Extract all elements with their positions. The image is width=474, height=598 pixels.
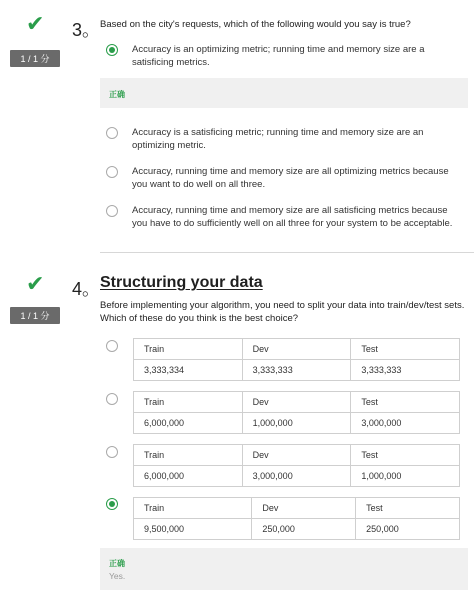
split-table-q4-3 (133, 444, 460, 487)
question-number-q4: 4。 (72, 279, 101, 299)
question-number-q3: 3。 (72, 20, 101, 40)
radio-q3-option-1[interactable] (106, 44, 118, 56)
value-train: 3,333,334 (134, 360, 243, 381)
value-train: 6,000,000 (134, 466, 243, 487)
header-train: Train (134, 498, 252, 519)
feedback-text-q4: Yes. (109, 571, 126, 581)
value-train: 6,000,000 (134, 413, 243, 434)
header-train: Train (134, 392, 243, 413)
feedback-label-q3: 正确 (109, 90, 125, 99)
question-divider (100, 252, 474, 253)
value-test: 3,000,000 (351, 413, 460, 434)
radio-q3-option-3[interactable] (106, 166, 118, 178)
split-table-q4-1 (133, 338, 460, 381)
value-train: 9,500,000 (134, 519, 252, 540)
split-table-q4-2 (133, 391, 460, 434)
score-badge-q4: 1 / 1 分 (10, 307, 60, 324)
question-prompt-q4: Before implementing your algorithm, you need to split your data into train/dev/test sets. Which of these do you think is the best choice? (100, 300, 465, 325)
feedback-label-q4: 正确 (109, 559, 125, 568)
header-dev: Dev (252, 498, 356, 519)
option-text-q3-4: Accuracy, running time and memory size are all satisficing metrics because you have to do sufficiently well on all three for your system to be acceptable. (132, 205, 453, 230)
feedback-box-q4 (100, 548, 468, 590)
question-prompt-q3: Based on the city's requests, which of the following would you say is true? (100, 19, 411, 30)
score-badge-q3: 1 / 1 分 (10, 50, 60, 67)
value-dev: 250,000 (252, 519, 356, 540)
radio-q4-option-4[interactable] (106, 498, 118, 510)
value-test: 1,000,000 (351, 466, 460, 487)
radio-q4-option-2[interactable] (106, 393, 118, 405)
radio-q4-option-3[interactable] (106, 446, 118, 458)
header-test: Test (351, 392, 460, 413)
value-dev: 1,000,000 (242, 413, 351, 434)
feedback-box-q3 (100, 78, 468, 108)
header-train: Train (134, 445, 243, 466)
header-dev: Dev (242, 339, 351, 360)
header-test: Test (351, 339, 460, 360)
header-dev: Dev (242, 392, 351, 413)
correct-check-icon-q3: ✔ (26, 11, 45, 36)
radio-q3-option-2[interactable] (106, 127, 118, 139)
radio-q3-option-4[interactable] (106, 205, 118, 217)
split-table-q4-4 (133, 497, 460, 540)
value-test: 250,000 (356, 519, 460, 540)
option-text-q3-2: Accuracy is a satisficing metric; running time and memory size are an optimizing metric. (132, 127, 424, 152)
header-dev: Dev (242, 445, 351, 466)
value-test: 3,333,333 (351, 360, 460, 381)
value-dev: 3,333,333 (242, 360, 351, 381)
radio-q4-option-1[interactable] (106, 340, 118, 352)
header-test: Test (351, 445, 460, 466)
header-test: Test (356, 498, 460, 519)
option-text-q3-3: Accuracy, running time and memory size are all optimizing metrics because you want to do well on all three. (132, 166, 449, 191)
option-text-q3-1: Accuracy is an optimizing metric; running time and memory size are a satisficing metrics. (132, 44, 425, 69)
header-train: Train (134, 339, 243, 360)
correct-check-icon-q4: ✔ (26, 271, 45, 296)
value-dev: 3,000,000 (242, 466, 351, 487)
question-title-q4: Structuring your data (100, 274, 263, 291)
